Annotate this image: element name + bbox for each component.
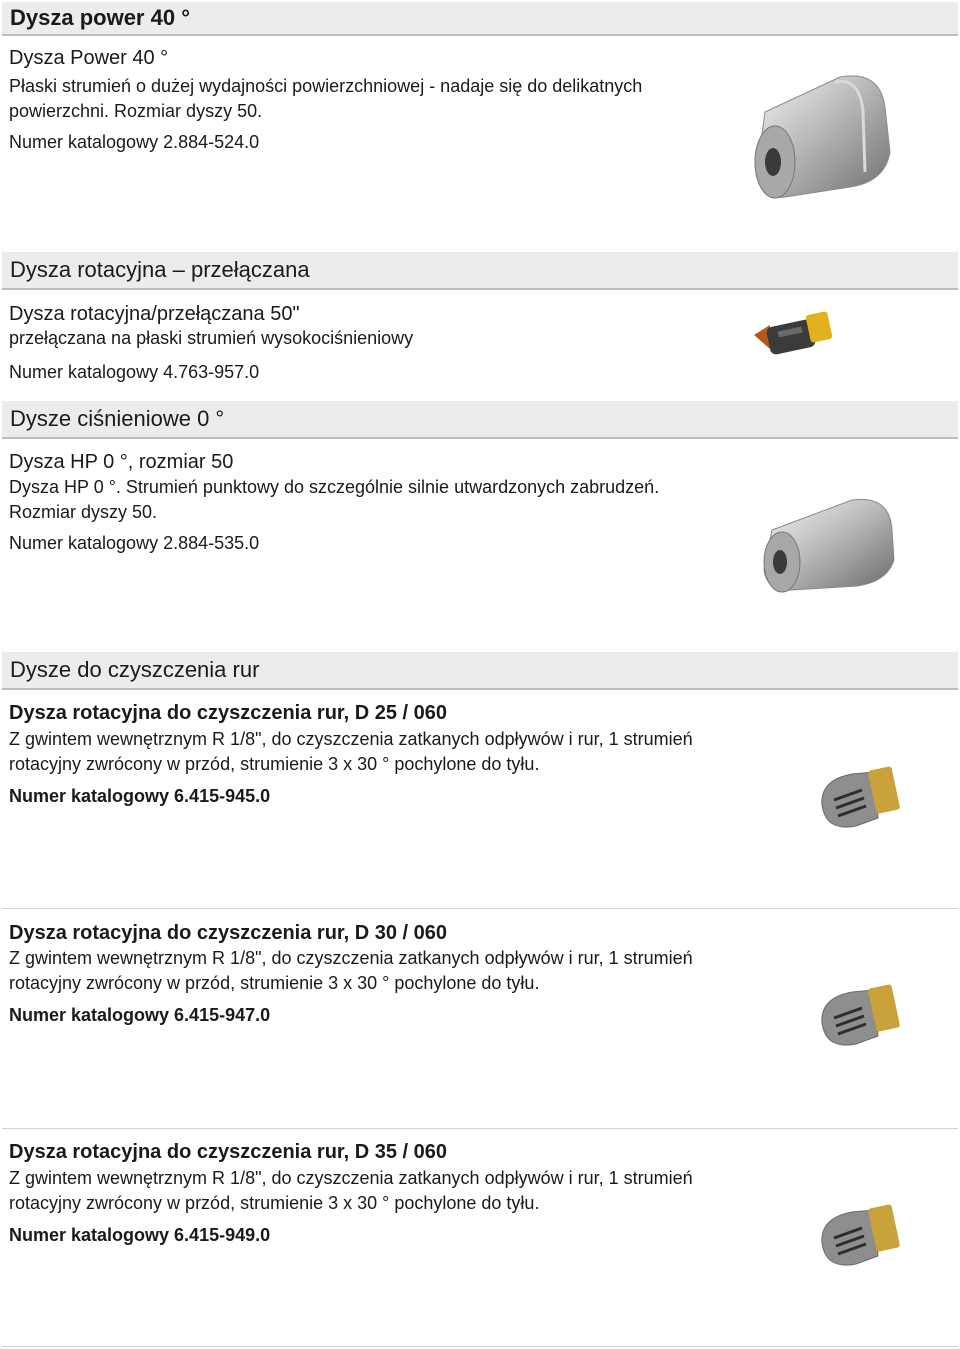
product-catalog-number: Numer katalogowy 2.884-524.0	[9, 132, 260, 152]
product-divider	[2, 1128, 958, 1129]
product-description: Płaski strumień o dużej wydajności powierzchniowej - nadaje się do delikatnych powierzchni. Rozmiar dyszy 50.	[9, 76, 643, 121]
section-heading-text: Dysza rotacyjna – przełączana	[10, 257, 310, 282]
section-heading-pipe-cleaning	[2, 652, 958, 690]
section-heading-power-40	[2, 2, 958, 36]
product-catalog-number: Numer katalogowy 4.763-957.0	[9, 362, 260, 382]
product-description: przełączana na płaski strumień wysokociśnieniowy	[9, 328, 414, 348]
section-heading-text: Dysza power 40 °	[10, 5, 190, 30]
product-catalog-number: Numer katalogowy 2.884-535.0	[9, 533, 260, 553]
product-divider	[2, 1346, 958, 1347]
nozzle-steel-icon	[752, 490, 902, 600]
product-title: Dysza rotacyjna do czyszczenia rur, D 25 / 060	[9, 702, 447, 724]
product-description: Z gwintem wewnętrznym R 1/8", do czyszczenia zatkanych odpływów i rur, 1 strumień rotacyjny zwrócony w przód, strumienie 3 x 30 ° pochylone do tyłu.	[9, 1168, 693, 1213]
product-title: Dysza rotacyjna do czyszczenia rur, D 30 / 060	[9, 922, 447, 944]
pipe-nozzle-icon	[812, 978, 902, 1058]
section-heading-pressure-nozzles	[2, 401, 958, 439]
product-title: Dysza Power 40 °	[9, 47, 169, 69]
section-heading-rotary-switchable	[2, 252, 958, 290]
pipe-nozzle-icon	[812, 760, 902, 840]
product-divider	[2, 908, 958, 909]
product-description: Z gwintem wewnętrznym R 1/8", do czyszczenia zatkanych odpływów i rur, 1 strumień rotacyjny zwrócony w przód, strumienie 3 x 30 ° pochylone do tyłu.	[9, 729, 693, 774]
product-catalog-number: Numer katalogowy 6.415-947.0	[9, 1005, 271, 1025]
section-heading-text: Dysze ciśnieniowe 0 °	[10, 406, 225, 431]
product-description: Dysza HP 0 °. Strumień punktowy do szczególnie silnie utwardzonych zabrudzeń. Rozmiar dyszy 50.	[9, 477, 660, 522]
product-title: Dysza rotacyjna/przełączana 50"	[9, 303, 300, 325]
nozzle-steel-icon	[745, 62, 895, 212]
product-catalog-number: Numer katalogowy 6.415-949.0	[9, 1225, 271, 1245]
pipe-nozzle-icon	[812, 1198, 902, 1278]
rotary-nozzle-icon	[742, 305, 842, 365]
product-catalog-number: Numer katalogowy 6.415-945.0	[9, 786, 271, 806]
product-title: Dysza rotacyjna do czyszczenia rur, D 35 / 060	[9, 1141, 447, 1163]
product-description: Z gwintem wewnętrznym R 1/8", do czyszczenia zatkanych odpływów i rur, 1 strumień rotacyjny zwrócony w przód, strumienie 3 x 30 ° pochylone do tyłu.	[9, 948, 693, 993]
section-heading-text: Dysze do czyszczenia rur	[10, 657, 260, 682]
product-title: Dysza HP 0 °, rozmiar 50	[9, 451, 234, 473]
